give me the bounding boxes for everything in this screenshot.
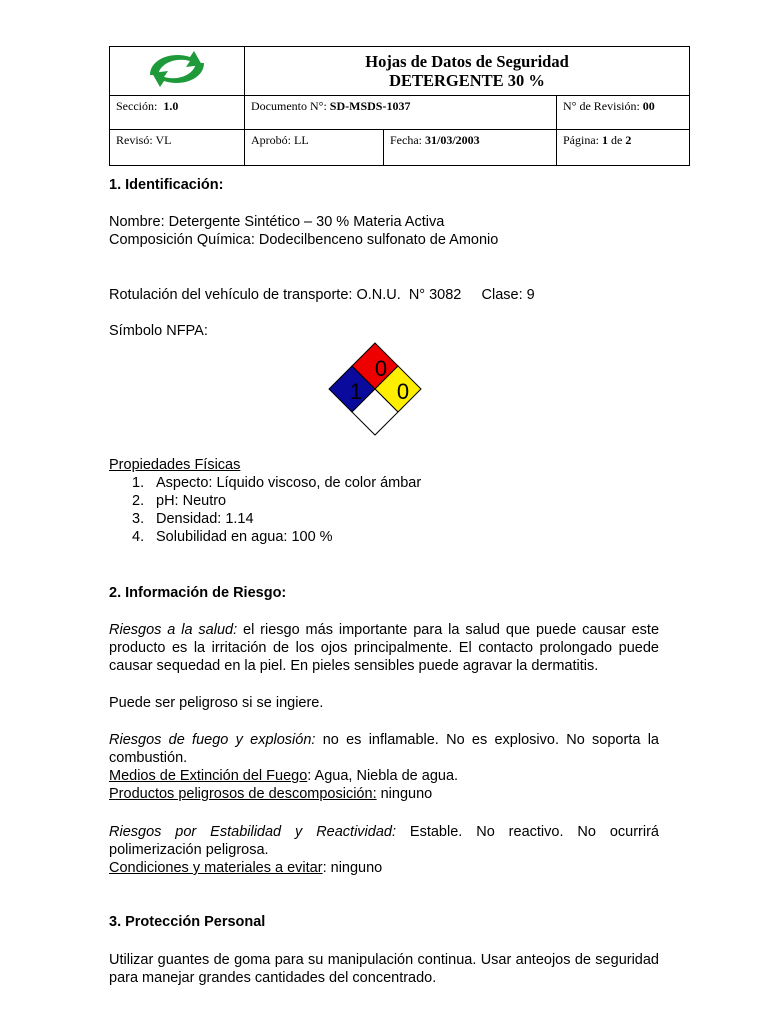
condiciones-evitar-line: Condiciones y materiales a evitar: ninguno [109, 860, 383, 876]
productos-descomposicion-line: Productos peligrosos de descomposición: ninguno [109, 786, 433, 802]
riesgos-estabilidad-paragraph: Riesgos por Estabilidad y Reactividad: Estable. No reactivo. No ocurrirá polimerización peligrosa. [109, 824, 660, 858]
simbolo-nfpa-label: Símbolo NFPA: [109, 323, 208, 339]
nombre-line: Nombre: Detergente Sintético – 30 % Materia Activa [109, 214, 445, 230]
revision-cell: N° de Revisión: 00 [557, 96, 690, 130]
documento-cell: Documento N°: SD-MSDS-1037 [245, 96, 557, 130]
pagina-cell: Página: 1 de 2 [557, 130, 690, 166]
rotulacion-line: Rotulación del vehículo de transporte: O.N.U. N° 3082 Clase: 9 [109, 287, 535, 303]
document-header-table [109, 46, 690, 166]
section-3-heading: 3. Protección Personal [109, 914, 266, 930]
riesgos-salud-paragraph: Riesgos a la salud: el riesgo más importante para la salud que puede causar este producto es la irritación de los ojos principalmente. El contacto prolongado puede causar sequedad en la piel. En pieles sensibles puede agravar la dermatitis. [109, 622, 660, 674]
composicion-line: Composición Química: Dodecilbenceno sulfonato de Amonio [109, 232, 499, 248]
propiedades-list [132, 474, 421, 546]
nfpa-health-value: 1 [349, 379, 363, 404]
title-line-2: DETERGENTE 30 % [389, 71, 545, 90]
list-item: 3. Densidad: 1.14 [132, 511, 254, 527]
nfpa-diamond [327, 342, 423, 436]
title-line-1: Hojas de Datos de Seguridad [365, 52, 569, 71]
nfpa-flammability-value: 0 [374, 356, 388, 381]
ingestion-line: Puede ser peligroso si se ingiere. [109, 695, 324, 711]
company-logo-cell [110, 47, 245, 96]
seccion-cell: Sección: 1.0 [110, 96, 245, 130]
propiedades-heading: Propiedades Físicas [109, 457, 241, 473]
company-logo [142, 47, 212, 91]
section-1-heading: 1. Identificación: [109, 177, 224, 193]
fecha-cell: Fecha: 31/03/2003 [384, 130, 557, 166]
riesgos-fuego-paragraph: Riesgos de fuego y explosión: no es inflamable. No es explosivo. No soporta la combustión. [109, 732, 659, 766]
list-item: 1. Aspecto: Líquido viscoso, de color ámbar [132, 475, 422, 491]
list-item: 2. pH: Neutro [132, 493, 227, 509]
proteccion-personal-paragraph: Utilizar guantes de goma para su manipulación continua. Usar anteojos de seguridad para manejar grandes cantidades del concentrado. [109, 952, 659, 986]
reviso-cell: Revisó: VL [110, 130, 245, 166]
nfpa-reactivity-value: 0 [396, 379, 410, 404]
list-item: 4. Solubilidad en agua: 100 % [132, 529, 333, 545]
aprobo-cell: Aprobó: LL [245, 130, 384, 166]
document-title [245, 47, 690, 96]
section-2-heading: 2. Información de Riesgo: [109, 585, 287, 601]
medios-extincion-line: Medios de Extinción del Fuego: Agua, Niebla de agua. [109, 768, 459, 784]
